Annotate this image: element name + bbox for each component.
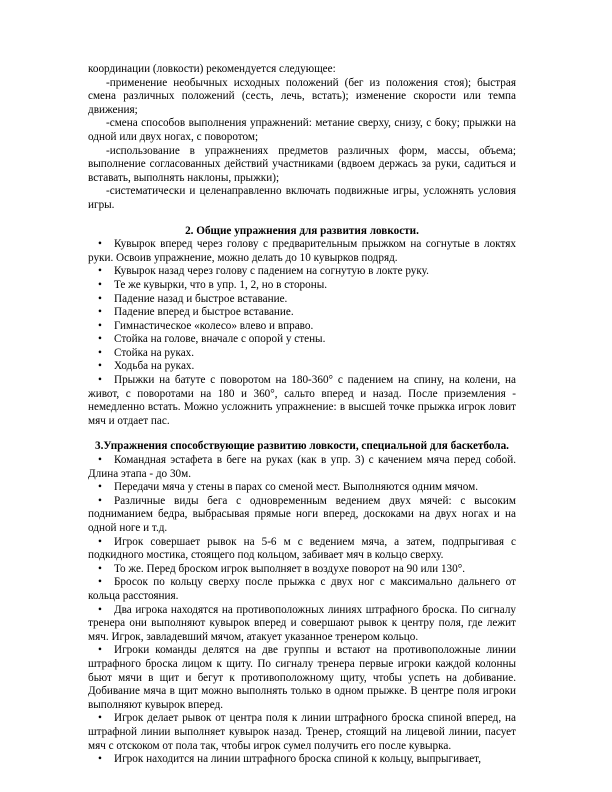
list-item-text: Два игрока находятся на противоположных линиях штрафного броска. По сигналу тренера они выполняют кувырок вперед и совершают рывок к центру поля, где лежит мяч. Игрок, завладевший мячом, атакует указанное тренером кольцо. <box>88 603 516 643</box>
list-item <box>88 293 516 307</box>
bullet-icon: • <box>98 454 102 467</box>
bullet-icon: • <box>98 753 102 766</box>
list-item <box>88 360 516 374</box>
list-item <box>88 374 516 428</box>
document-body <box>88 63 516 767</box>
bullet-icon: • <box>98 333 102 346</box>
list-item <box>88 563 516 577</box>
list-item <box>88 279 516 293</box>
section-3-heading: 3.Упражнения способствующие развитию ловкости, специальной для баскетбола. <box>95 440 509 453</box>
bullet-icon: • <box>98 535 102 548</box>
list-item <box>88 481 516 495</box>
spacer <box>88 428 516 440</box>
list-item-text: Те же кувырки, что в упр. 1, 2, но в стороны. <box>114 278 328 291</box>
bullet-icon: • <box>98 292 102 305</box>
list-item-text: Кувырок вперед через голову с предварительным прыжком на согнутые в локтях руки. Освоив упражнение, можно делать до 10 кувырков подряд. <box>88 238 516 264</box>
intro-line-0: координации (ловкости) рекомендуется следующее: <box>88 63 336 75</box>
list-item-text: Прыжки на батуте с поворотом на 180-360° с падением на спину, на колени, на живот, с поворотами на 180 и 360°, сальто вперед и назад. После приземления - немедленно встать. Можно усложнить упражнение: в высшей точке прыжка игрок ловит мяч и отдает пас. <box>88 374 516 427</box>
bullet-icon: • <box>98 360 102 373</box>
bullet-icon: • <box>98 278 102 291</box>
bullet-icon: • <box>98 306 102 319</box>
list-item <box>88 604 516 645</box>
list-item-text: То же. Перед броском игрок выполняет в воздухе поворот на 90 или 130°. <box>114 562 466 575</box>
intro-line-4: -систематически и целенаправленно включать подвижные игры, усложнять условия игры. <box>88 185 516 211</box>
list-item <box>88 712 516 753</box>
list-item <box>88 333 516 347</box>
list-item-text: Различные виды бега с одновременным ведением двух мячей: с высоким подниманием бедра, выбрасывая прямые ноги вперед, доскоками на двух ногах и на одной ноге и т.д. <box>88 494 516 534</box>
intro-line-2: -смена способов выполнения упражнений: метание сверху, снизу, с боку; прыжки на одной или двух ногах, с поворотом; <box>88 117 516 143</box>
spacer <box>88 213 516 225</box>
list-item-text: Кувырок назад через голову с падением на согнутую в локте руку. <box>114 265 429 278</box>
list-item <box>88 238 516 265</box>
list-item-text: Игроки команды делятся на две группы и встают на противоположные линии штрафного броска лицом к щиту. По сигналу тренера первые игроки каждой колонны бьют мячи в щит и бегут к противоположному щиту, чтобы успеть на добивание. Добивание мяча в щит можно выполнять только в одном прыжке. В центре поля игроки выполняют кувырок вперед. <box>88 644 516 711</box>
list-item <box>88 306 516 320</box>
bullet-icon: • <box>98 346 102 359</box>
intro-line-3: -использование в упражнениях предметов различных форм, массы, объема; выполнение согласованных действий участниками (вдвоем держась за руки, садиться и вставать, выполнять наклоны, прыжки); <box>88 144 516 184</box>
list-item-text: Падение назад и быстрое вставание. <box>114 292 288 305</box>
list-item <box>88 265 516 279</box>
bullet-icon: • <box>98 562 102 575</box>
list-item <box>88 753 516 767</box>
section-3-list <box>88 454 516 767</box>
bullet-icon: • <box>98 644 102 657</box>
list-item-text: Командная эстафета в беге на руках (как в упр. 3) с качением мяча перед собой. Длина этапа - до 30м. <box>88 454 516 480</box>
list-item-text: Игрок находится на линии штрафного броска спиной к кольцу, выпрыгивает, <box>114 753 482 766</box>
bullet-icon: • <box>98 238 102 251</box>
list-item <box>88 576 516 603</box>
bullet-icon: • <box>98 374 102 387</box>
list-item-text: Стойка на руках. <box>114 346 195 359</box>
list-item <box>88 454 516 481</box>
bullet-icon: • <box>98 603 102 616</box>
list-item <box>88 320 516 334</box>
list-item-text: Бросок по кольцу сверху после прыжка с двух ног с максимально дальнего от кольца расстояния. <box>88 576 516 602</box>
bullet-icon: • <box>98 712 102 725</box>
bullet-icon: • <box>98 319 102 332</box>
section-2-heading: 2. Общие упражнения для развития ловкости. <box>185 224 419 237</box>
list-item-text: Падение вперед и быстрое вставание. <box>114 306 294 319</box>
list-item-text: Гимнастическое «колесо» влево и вправо. <box>114 319 314 332</box>
bullet-icon: • <box>98 265 102 278</box>
list-item-text: Игрок совершает рывок на 5-6 м с ведением мяча, а затем, подпрыгивая с подкидного мостика, стоящего под кольцом, забивает мяч в кольцо сверху. <box>88 535 516 562</box>
intro-line-1: -применение необычных исходных положений (бег из положения стоя); быстрая смена различных положений (сесть, лечь, встать); изменение скорости или темпа движения; <box>88 76 516 116</box>
list-item-text: Стойка на голове, вначале с опорой у стены. <box>114 333 326 346</box>
list-item <box>88 347 516 361</box>
list-item-text: Передачи мяча у стены в парах со сменой мест. Выполняются одним мячом. <box>114 481 479 494</box>
list-item <box>88 536 516 563</box>
list-item-text: Игрок делает рывок от центра поля к линии штрафного броска спиной вперед, на штрафной линии выполняет кувырок назад. Тренер, стоящий на лицевой линии, пасует мяч с отскоком от пола так, чтобы игрок сумел получить его после кувырка. <box>88 712 516 752</box>
list-item-text: Ходьба на руках. <box>114 360 195 373</box>
list-item <box>88 495 516 536</box>
bullet-icon: • <box>98 494 102 507</box>
bullet-icon: • <box>98 481 102 494</box>
bullet-icon: • <box>98 576 102 589</box>
section-2-list <box>88 238 516 428</box>
list-item <box>88 644 516 712</box>
